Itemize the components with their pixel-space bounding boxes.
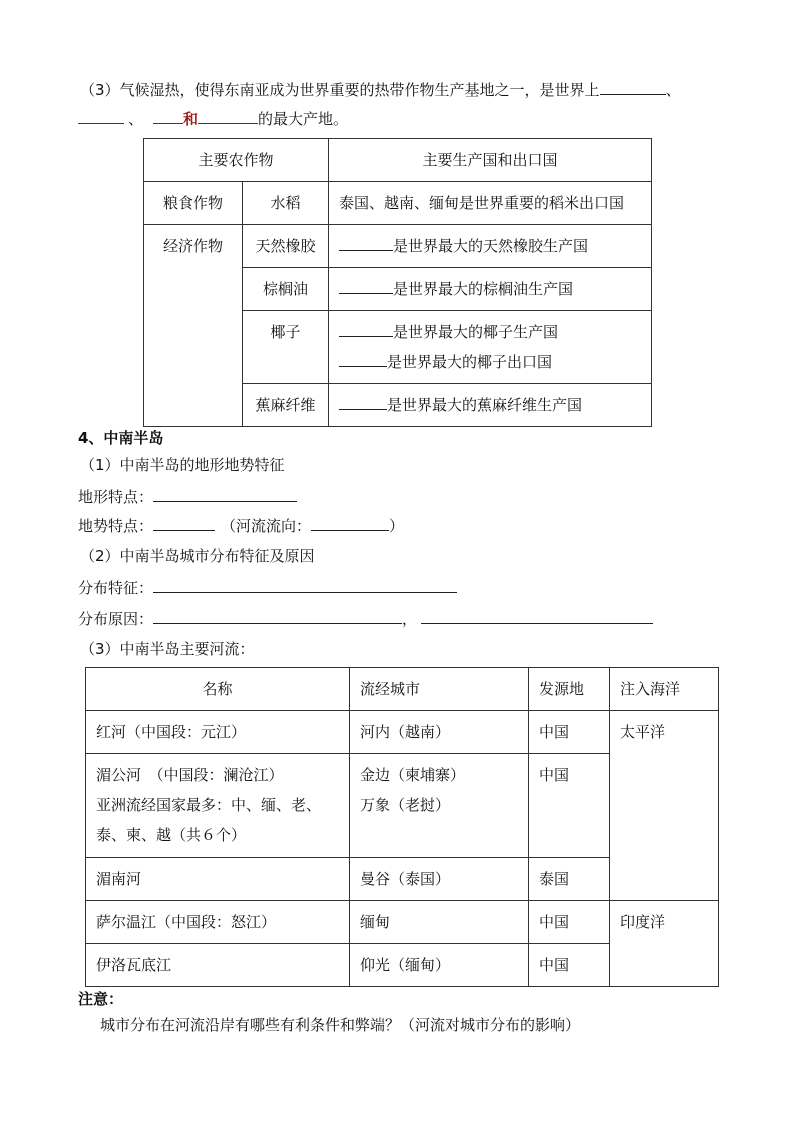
terrain-line: [78, 486, 297, 507]
river-direction-label: （河流流向：: [221, 517, 312, 535]
palm-text: 是世界最大的棕榈油生产国: [393, 280, 574, 298]
indian-ocean: 印度洋: [610, 901, 719, 987]
answer-blank[interactable]: [198, 108, 258, 124]
q3-intro-end: 的最大产地。: [258, 110, 349, 128]
section4-q1: （1）中南半岛的地形地势特征: [80, 456, 285, 474]
salween-source: 中国: [529, 901, 610, 944]
terrain-blank[interactable]: [153, 486, 297, 502]
reason-label: 分布原因：: [78, 610, 154, 628]
menam-source: 泰国: [529, 858, 610, 901]
answer-blank[interactable]: [339, 235, 393, 251]
hemp-row: [329, 384, 652, 427]
coconut-row: [329, 311, 652, 384]
header-country: 主要生产国和出口国: [329, 139, 652, 182]
coconut-text-2: 是世界最大的椰子出口国: [387, 353, 553, 371]
salween-name: 萨尔温江（中国段：怒江）: [86, 901, 350, 944]
grain-crop: 粮食作物: [144, 182, 243, 225]
slope-blank[interactable]: [153, 515, 215, 531]
slope-label: 地势特点：: [78, 517, 154, 535]
answer-blank[interactable]: [600, 79, 666, 95]
note-title: 注意：: [78, 990, 124, 1008]
slope-line: [78, 515, 404, 536]
rice-text: 泰国、越南、缅甸是世界重要的稻米出口国: [329, 182, 652, 225]
section4-title: 4、中南半岛: [78, 429, 164, 447]
terrain-label: 地形特点：: [78, 488, 154, 506]
section4-q2: （2）中南半岛城市分布特征及原因: [80, 547, 315, 565]
dist-line: [78, 577, 457, 598]
hemp-text: 是世界最大的蕉麻纤维生产国: [387, 396, 583, 414]
header-city: 流经城市: [350, 668, 529, 711]
rubber: 天然橡胶: [243, 225, 329, 268]
red-river-name: 红河（中国段：元江）: [86, 711, 350, 754]
q3-intro-text: （3）气候湿热，使得东南亚成为世界重要的热带作物生产基地之一，是世界上: [80, 81, 600, 99]
answer-blank[interactable]: [339, 321, 393, 337]
q3-intro-line1: [80, 79, 681, 100]
mekong-name: 湄公河 （中国段：澜沧江） 亚洲流经国家最多：中、缅、老、 泰、柬、越（共６个）: [86, 754, 350, 858]
header-crop: 主要农作物: [144, 139, 329, 182]
separator: 、: [128, 110, 144, 128]
q3-intro-line2: [78, 108, 348, 129]
palm-row: [329, 268, 652, 311]
reason-blank-1[interactable]: [153, 608, 402, 624]
answer-blank[interactable]: [153, 108, 183, 124]
irrawaddy-name: 伊洛瓦底江: [86, 944, 350, 987]
dist-blank[interactable]: [153, 577, 457, 593]
rubber-text: 是世界最大的天然橡胶生产国: [393, 237, 589, 255]
comma: ，: [402, 610, 418, 628]
salween-city: 缅甸: [350, 901, 529, 944]
hemp: 蕉麻纤维: [243, 384, 329, 427]
answer-blank[interactable]: [339, 278, 393, 294]
answer-blank[interactable]: [339, 394, 387, 410]
section4-q3: （3）中南半岛主要河流：: [80, 640, 255, 658]
pacific-ocean: 太平洋: [610, 711, 719, 901]
close-paren: ）: [389, 517, 405, 535]
reason-line: [78, 608, 653, 629]
header-ocean: 注入海洋: [610, 668, 719, 711]
reason-blank-2[interactable]: [421, 608, 653, 624]
irrawaddy-city: 仰光（缅甸）: [350, 944, 529, 987]
and-word: 和: [183, 110, 199, 128]
dist-label: 分布特征：: [78, 579, 154, 597]
red-river-source: 中国: [529, 711, 610, 754]
answer-blank[interactable]: [339, 351, 387, 367]
answer-blank[interactable]: [78, 108, 124, 124]
cash-crop: 经济作物: [144, 225, 243, 427]
mekong-city: 金边（柬埔寨） 万象（老挝）: [350, 754, 529, 858]
menam-name: 湄南河: [86, 858, 350, 901]
separator: 、: [665, 81, 681, 99]
coconut: 椰子: [243, 311, 329, 384]
coconut-text-1: 是世界最大的椰子生产国: [393, 323, 559, 341]
river-direction-blank[interactable]: [311, 515, 389, 531]
header-source: 发源地: [529, 668, 610, 711]
rice: 水稻: [243, 182, 329, 225]
rubber-row: [329, 225, 652, 268]
crop-table: [143, 138, 652, 427]
irrawaddy-source: 中国: [529, 944, 610, 987]
header-name: 名称: [86, 668, 350, 711]
menam-city: 曼谷（泰国）: [350, 858, 529, 901]
river-table: [85, 667, 719, 987]
red-river-city: 河内（越南）: [350, 711, 529, 754]
note-text: 城市分布在河流沿岸有哪些有利条件和弊端？（河流对城市分布的影响）: [100, 1016, 581, 1034]
mekong-source: 中国: [529, 754, 610, 858]
palm-oil: 棕榈油: [243, 268, 329, 311]
